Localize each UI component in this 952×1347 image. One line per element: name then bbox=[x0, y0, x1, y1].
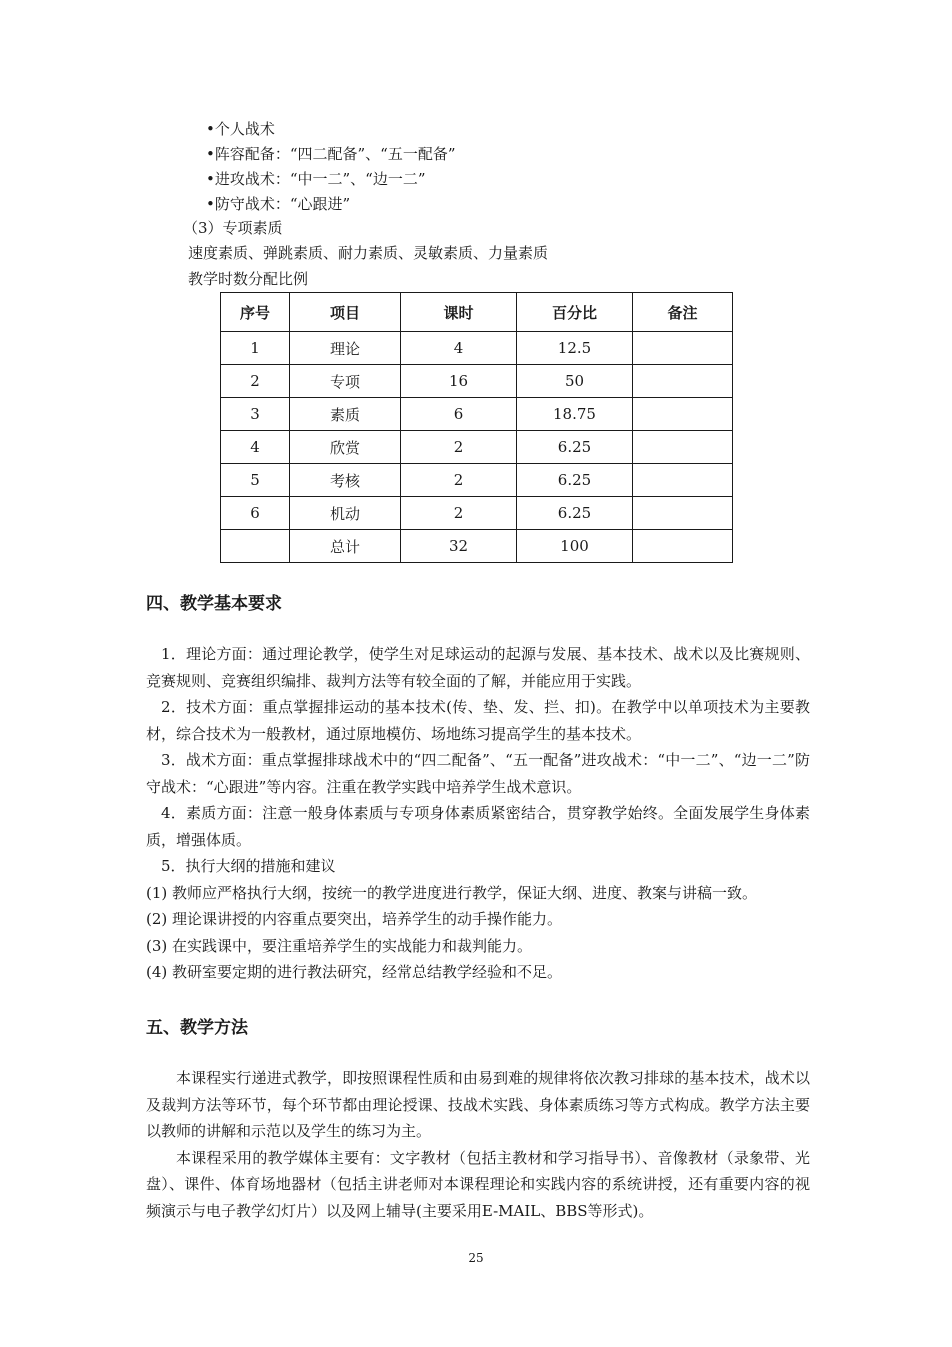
paragraph: 本课程采用的教学媒体主要有：文字教材（包括主教材和学习指导书）、音像教材（录象带、光盘）、课件、体育场地器材（包括主讲老师对本课程理论和实践内容的系统讲授，还有重要内容的视频演示与电子教学幻灯片）以及网上辅导(主要采用E-MAIL、BBS等形式)。 bbox=[146, 1148, 810, 1220]
cell-hours: 2 bbox=[401, 497, 517, 530]
cell-hours: 32 bbox=[401, 530, 517, 563]
paragraph: 4．素质方面：注意一般身体素质与专项身体素质紧密结合，贯穿教学始终。全面发展学生身体素质，增强体质。 bbox=[146, 804, 810, 849]
list-item: •个人战术 bbox=[206, 120, 275, 138]
cell-percent: 6.25 bbox=[517, 497, 633, 530]
section-4-body bbox=[146, 641, 810, 986]
cell-remark bbox=[633, 530, 733, 563]
table-row bbox=[221, 464, 733, 497]
cell-percent: 6.25 bbox=[517, 464, 633, 497]
section-4-title: 四、教学基本要求 bbox=[146, 594, 282, 614]
cell-hours: 2 bbox=[401, 464, 517, 497]
cell-index bbox=[221, 530, 290, 563]
section-5-body bbox=[146, 1065, 810, 1224]
cell-index: 2 bbox=[221, 365, 290, 398]
cell-item: 理论 bbox=[290, 332, 401, 365]
paragraph: (4) 教研室要定期的进行教法研究，经常总结教学经验和不足。 bbox=[146, 963, 563, 981]
table-row bbox=[221, 365, 733, 398]
cell-item: 素质 bbox=[290, 398, 401, 431]
paragraph: 3．战术方面：重点掌握排球战术中的“四二配备”、“五一配备”进攻战术：“中一二”、“边一二”防守战术：“心跟进”等内容。注重在教学实践中培养学生战术意识。 bbox=[146, 751, 810, 796]
table-row bbox=[221, 497, 733, 530]
paragraph: (2) 理论课讲授的内容重点要突出，培养学生的动手操作能力。 bbox=[146, 910, 563, 928]
cell-index: 4 bbox=[221, 431, 290, 464]
cell-item: 专项 bbox=[290, 365, 401, 398]
table-total-row bbox=[221, 530, 733, 563]
cell-hours: 6 bbox=[401, 398, 517, 431]
paragraph: 1．理论方面：通过理论教学，使学生对足球运动的起源与发展、基本技术、战术以及比赛规则、竞赛规则、竞赛组织编排、裁判方法等有较全面的了解，并能应用于实践。 bbox=[146, 645, 810, 690]
section-5-title: 五、教学方法 bbox=[146, 1018, 248, 1038]
tactics-list bbox=[206, 117, 456, 217]
table-caption: 教学时数分配比例 bbox=[188, 270, 309, 288]
cell-remark bbox=[633, 431, 733, 464]
hours-allocation-table bbox=[220, 292, 733, 563]
cell-remark bbox=[633, 332, 733, 365]
col-header-item: 项目 bbox=[290, 293, 401, 332]
table-row bbox=[221, 332, 733, 365]
list-item: •阵容配备：“四二配备”、“五一配备” bbox=[206, 145, 456, 163]
cell-index: 3 bbox=[221, 398, 290, 431]
col-header-remark: 备注 bbox=[633, 293, 733, 332]
cell-hours: 16 bbox=[401, 365, 517, 398]
paragraph: 本课程实行递进式教学，即按照课程性质和由易到难的规律将依次教习排球的基本技术，战术以及裁判方法等环节，每个环节都由理论授课、技战术实践、身体素质练习等方式构成。教学方法主要以教师的讲解和示范以及学生的练习为主。 bbox=[146, 1069, 810, 1140]
cell-remark bbox=[633, 365, 733, 398]
col-header-hours: 课时 bbox=[401, 293, 517, 332]
cell-remark bbox=[633, 398, 733, 431]
col-header-index: 序号 bbox=[221, 293, 290, 332]
table-row bbox=[221, 398, 733, 431]
cell-percent: 18.75 bbox=[517, 398, 633, 431]
paragraph: 5．执行大纲的措施和建议 bbox=[161, 857, 336, 875]
subsection-heading: （3）专项素质 bbox=[183, 219, 283, 237]
cell-percent: 50 bbox=[517, 365, 633, 398]
table-row bbox=[221, 431, 733, 464]
list-item: •进攻战术：“中一二”、“边一二” bbox=[206, 170, 426, 188]
cell-remark bbox=[633, 497, 733, 530]
col-header-percent: 百分比 bbox=[517, 293, 633, 332]
cell-remark bbox=[633, 464, 733, 497]
paragraph: (1) 教师应严格执行大纲，按统一的教学进度进行教学，保证大纲、进度、教案与讲稿一致。 bbox=[146, 883, 758, 902]
cell-index: 5 bbox=[221, 464, 290, 497]
page-number: 25 bbox=[468, 1251, 484, 1265]
paragraph: 2．技术方面：重点掌握排运动的基本技术(传、垫、发、拦、扣)。在教学中以单项技术为主要教材，综合技术为一般教材，通过原地模仿、场地练习提高学生的基本技术。 bbox=[146, 698, 810, 743]
table-header-row bbox=[221, 293, 733, 332]
cell-item: 机动 bbox=[290, 497, 401, 530]
cell-percent: 12.5 bbox=[517, 332, 633, 365]
cell-item: 考核 bbox=[290, 464, 401, 497]
paragraph: (3) 在实践课中，要注重培养学生的实战能力和裁判能力。 bbox=[146, 936, 533, 955]
list-item: •防守战术：“心跟进” bbox=[206, 195, 351, 213]
cell-percent: 100 bbox=[517, 530, 633, 563]
cell-item: 欣赏 bbox=[290, 431, 401, 464]
cell-hours: 2 bbox=[401, 431, 517, 464]
cell-index: 6 bbox=[221, 497, 290, 530]
cell-hours: 4 bbox=[401, 332, 517, 365]
cell-index: 1 bbox=[221, 332, 290, 365]
cell-percent: 6.25 bbox=[517, 431, 633, 464]
cell-item: 总计 bbox=[290, 530, 401, 563]
qualities-text: 速度素质、弹跳素质、耐力素质、灵敏素质、力量素质 bbox=[188, 244, 549, 262]
